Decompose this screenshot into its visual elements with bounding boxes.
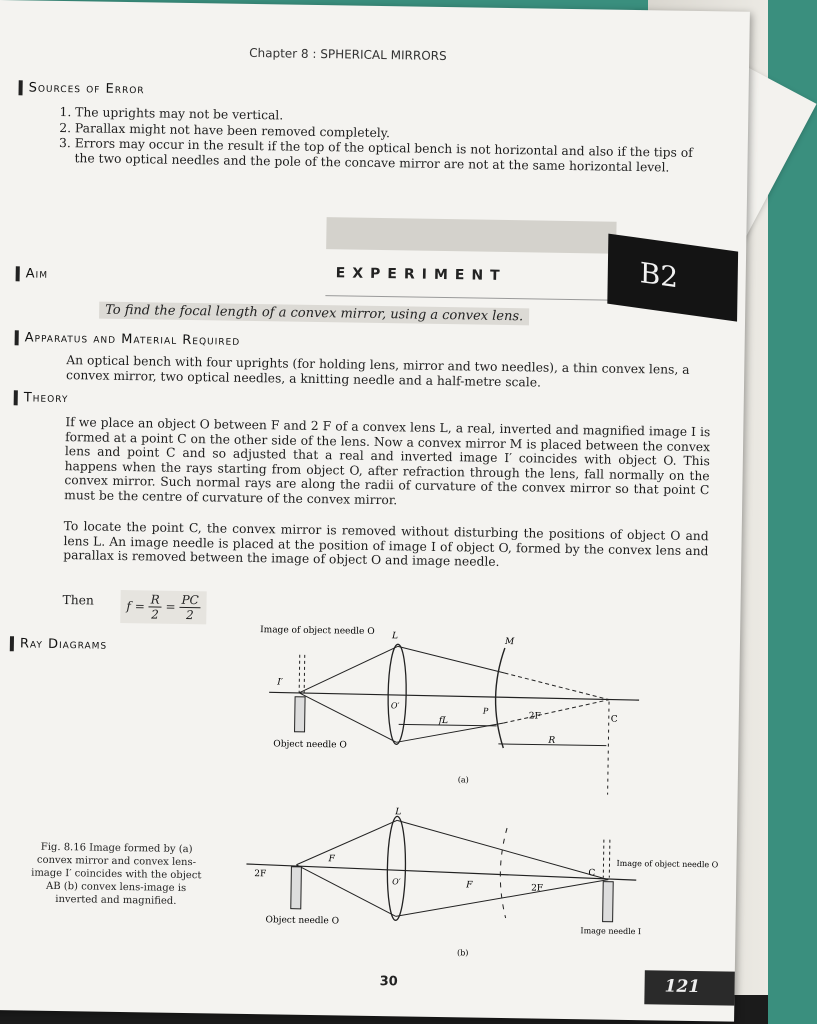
convex-lens-L [387,816,407,920]
principal-axis [246,864,636,880]
theory-para-1: If we place an object O between F and 2 F of a convex lens L, a real, inverted and magnified image I is formed at a point C on the other side of the lens. Now a convex mirror M is placed between the convex lens and point C and so adjusted that a real and inverted image I′ coincides with object O. This happens when the rays starting from object O, after refraction through the lens, fall normally on the convex mirror. Such normal rays are along the radii of curvature of the convex mirror so that point C must be the centre of curvature of the convex mirror. [64,415,711,507]
page-number-tab: 121 [644,970,735,1005]
numerator: PC [179,593,200,608]
removed-mirror [500,828,507,918]
ray [296,865,397,917]
diagram-a-part: (a) [457,775,469,785]
error-item: 3. Errors may occur in the result if the top of the optical bench is not horizontal and also if the tips of the two optical needles and the pole of the concave mirror are not at the same horizontal level. [74,136,702,175]
label-fL: fL [438,715,449,727]
then-label: Then [62,593,95,608]
diagram-b-image-label: Image of object needle O [616,858,719,870]
denominator: 2 [151,607,159,622]
focal-length-formula [120,590,207,624]
diagram-a-image-label: Image of object needle O [260,625,375,637]
label-F-left: F [328,854,335,865]
label-R: R [548,735,556,746]
label-O-prime: O′ [392,877,401,887]
label-P: P [482,706,489,716]
aim-text: To find the focal length of a convex mirror, using a convex lens. [99,302,529,326]
image-needle [304,655,305,693]
convex-mirror-M [495,648,505,748]
label-M: M [504,637,515,648]
ray [396,820,609,879]
ray [298,693,397,743]
sources-of-error-list [52,105,703,176]
numerator: R [149,592,162,607]
fraction-r [148,592,162,621]
vertical-guide [608,702,609,795]
label-F-right: F [466,880,473,891]
error-item: 2. Parallax might not have been removed completely. [75,121,703,145]
label-L: L [391,631,399,642]
extended-ray [504,698,609,725]
object-needle [291,867,302,909]
label-L: L [395,807,402,818]
ray [398,646,505,673]
ray [299,645,398,695]
experiment-number-badge [607,234,738,322]
image-needle [299,655,300,693]
image-of-object-needle [603,840,604,878]
apparatus-text: An optical bench with four uprights (for holding lens, mirror and two needles), a thin convex lens, a convex mirror, two optical needles, a knitting needle and a half-metre scale. [66,353,690,390]
chapter-header: Chapter 8 : SPHERICAL MIRRORS [249,45,447,64]
aim-heading: Aim [16,266,49,282]
theory-para-2: To locate the point C, the convex mirror is removed without disturbing the positions of object O and lens L. An image needle is placed at the position of image I of object O, formed by the convex lens and parallax is removed between the image of object O and image needle. [63,519,709,569]
label-C: C [588,868,596,879]
ray [396,876,609,919]
label-O-prime: O′ [390,701,400,711]
diagram-a-object-label: Object needle O [273,739,347,751]
theory-heading: Theory [14,390,69,406]
label-2F-right: 2F [531,883,544,894]
fraction-pc [179,593,201,622]
ray [296,819,397,867]
apparatus-heading: Apparatus and Material Required [15,330,241,349]
ray-diagram-a [218,614,671,796]
extended-ray [504,673,609,700]
ray-diagrams-heading: Ray Diagrams [10,636,108,653]
object-needle [295,697,306,732]
label-2F: 2F [528,711,541,722]
image-needle-I [603,882,614,922]
experiment-banner [326,217,616,254]
divider [325,295,625,301]
sources-of-error-heading: Sources of Error [19,80,145,97]
label-C: C [610,714,618,725]
figure-caption: Fig. 8.16 Image formed by (a) convex mirror and convex lens-image I′ coincides with the object AB (b) convex lens-image is inverted and magnified. [31,841,202,907]
error-item: 1. The uprights may not be vertical. [75,105,703,129]
experiment-number: B2 [639,256,679,295]
denominator: 2 [185,607,194,623]
page-number: 30 [379,974,398,990]
label-I-prime: I′ [277,677,284,688]
formula-lhs: f = [126,599,145,614]
principal-axis [269,692,639,700]
label-2F-left: 2F [254,869,267,880]
ray-diagram-b [235,804,719,971]
experiment-title: EXPERIMENT [335,265,507,284]
diagram-b-image-needle: Image needle I [580,926,642,937]
diagram-b-object-label: Object needle O [265,915,340,927]
image-of-object-needle [609,840,610,878]
diagram-b-part: (b) [457,948,469,958]
equals-sign: = [165,599,176,614]
